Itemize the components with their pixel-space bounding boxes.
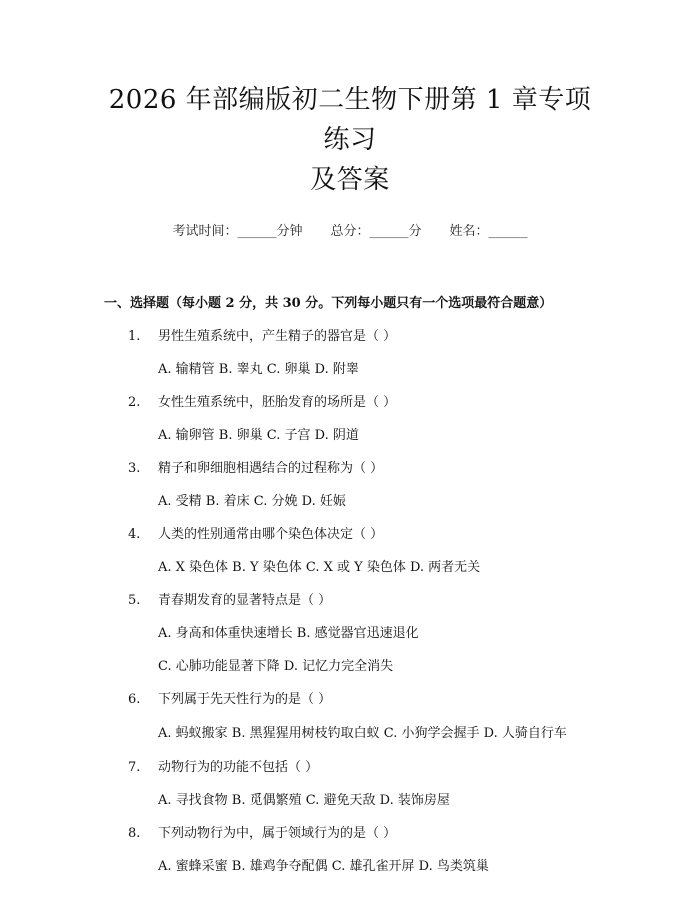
question-item <box>104 393 596 446</box>
student-name: 姓名：______ <box>449 224 528 239</box>
question-stem <box>104 824 596 844</box>
question-text: 人类的性别通常由哪个染色体决定（ ） <box>158 527 384 542</box>
question-item <box>104 591 596 677</box>
question-item <box>104 525 596 578</box>
question-item <box>104 327 596 380</box>
question-number: 5. <box>128 593 141 608</box>
question-options: A. 蜜蜂采蜜 B. 雄鸡争夺配偶 C. 雄孔雀开屏 D. 鸟类筑巢 <box>158 859 489 874</box>
question-options: A. 输精管 B. 睾丸 C. 卵巢 D. 附睾 <box>158 362 359 377</box>
total-score: 总分：______分 <box>330 224 422 239</box>
question-item <box>104 824 596 877</box>
question-options: A. 蚂蚁搬家 B. 黑猩猩用树枝钓取白蚁 C. 小狗学会握手 D. 人骑自行车 <box>158 726 567 741</box>
question-stem <box>104 690 596 710</box>
question-stem <box>104 393 596 413</box>
question-number: 7. <box>128 760 141 775</box>
question-text: 女性生殖系统中，胚胎发育的场所是（ ） <box>158 395 397 410</box>
question-options: A. X 染色体 B. Y 染色体 C. X 或 Y 染色体 D. 两者无关 <box>158 560 481 575</box>
question-list <box>104 327 596 877</box>
question-stem <box>104 758 596 778</box>
question-number: 8. <box>128 826 141 841</box>
exam-time: 考试时间：______分钟 <box>172 224 303 239</box>
question-number: 2. <box>128 395 141 410</box>
exam-meta <box>104 222 596 242</box>
question-number: 6. <box>128 692 141 707</box>
question-text: 动物行为的功能不包括（ ） <box>158 760 319 775</box>
question-text: 下列动物行为中，属于领域行为的是（ ） <box>158 826 397 841</box>
question-text: 青春期发育的显著特点是（ ） <box>158 593 332 608</box>
question-text: 男性生殖系统中，产生精子的器官是（ ） <box>158 329 397 344</box>
question-stem <box>104 459 596 479</box>
question-number: 3. <box>128 461 141 476</box>
question-options: C. 心肺功能显著下降 D. 记忆力完全消失 <box>158 659 394 674</box>
question-options: A. 身高和体重快速增长 B. 感觉器官迅速退化 <box>158 626 419 641</box>
question-stem <box>104 591 596 611</box>
question-options: A. 输卵管 B. 卵巢 C. 子宫 D. 阴道 <box>158 428 359 443</box>
section-heading: 一、选择题（每小题 2 分，共 30 分。下列每小题只有一个选项最符合题意） <box>104 296 553 311</box>
question-stem <box>104 327 596 347</box>
question-number: 1. <box>128 329 141 344</box>
title-line-2: 及答案 <box>310 165 390 195</box>
question-text: 精子和卵细胞相遇结合的过程称为（ ） <box>158 461 384 476</box>
document-title <box>104 0 596 200</box>
question-stem <box>104 525 596 545</box>
question-item <box>104 758 596 811</box>
question-item <box>104 459 596 512</box>
question-item <box>104 690 596 745</box>
question-options: A. 受精 B. 着床 C. 分娩 D. 妊娠 <box>158 494 346 509</box>
question-number: 4. <box>128 527 141 542</box>
question-text: 下列属于先天性行为的是（ ） <box>158 692 332 707</box>
question-options: A. 寻找食物 B. 觅偶繁殖 C. 避免天敌 D. 装饰房屋 <box>158 793 450 808</box>
title-line-1: 2026 年部编版初二生物下册第 1 章专项练习 <box>108 85 592 155</box>
